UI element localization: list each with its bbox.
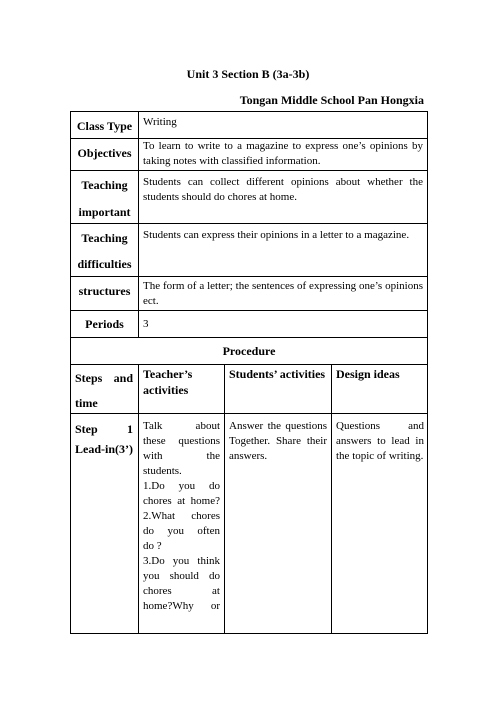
- teacher-activities-header: Teacher’s activities: [143, 367, 193, 397]
- teacher-line: 2.What chores: [143, 510, 220, 522]
- step1-students-activities: Answer the questions Together. Share their answers.: [229, 420, 327, 462]
- class-type-value: Writing: [143, 116, 177, 128]
- teacher-line: do ?: [143, 540, 162, 552]
- teacher-line: students.: [143, 465, 182, 477]
- steps-header-line2: time: [75, 396, 98, 410]
- teaching-important-label-1: Teaching: [81, 178, 128, 192]
- teaching-important-value: Students can collect different opinions about whether the students should do chores at home.: [143, 176, 423, 203]
- objectives-label: Objectives: [77, 146, 132, 160]
- periods-value: 3: [143, 318, 149, 330]
- structures-label: structures: [78, 284, 131, 298]
- teacher-line: chores at home?: [143, 495, 220, 507]
- teaching-difficulties-label-1: Teaching: [81, 231, 128, 245]
- teacher-line: home?Why or: [143, 600, 220, 612]
- teacher-line: Talk about: [143, 420, 220, 432]
- teacher-line: with the: [143, 450, 220, 462]
- teacher-line: you should do: [143, 570, 220, 582]
- design-ideas-header: Design ideas: [336, 367, 400, 381]
- students-activities-header: Students’ activities: [229, 367, 326, 381]
- teaching-difficulties-label-2: difficulties: [77, 257, 132, 271]
- teaching-difficulties-value: Students can express their opinions in a letter to a magazine.: [143, 229, 410, 241]
- procedure-title: Procedure: [222, 344, 276, 358]
- step1-design-ideas: Questions and answers to lead in the topic of writing.: [336, 420, 424, 462]
- structures-value: The form of a letter; the sentences of expressing one’s opinions ect.: [143, 280, 423, 307]
- class-type-label: Class Type: [76, 119, 133, 133]
- document-title: Unit 3 Section B (3a-3b): [186, 67, 310, 81]
- teacher-line: do you often: [143, 525, 220, 537]
- teacher-line: 1.Do you do: [143, 480, 220, 492]
- teaching-important-label-2: important: [78, 205, 131, 219]
- steps-header-line1: Steps and: [75, 371, 133, 385]
- teacher-line: chores at: [143, 585, 220, 597]
- periods-label: Periods: [85, 317, 124, 331]
- step1-label: Step 1: [75, 422, 133, 436]
- objectives-value: To learn to write to a magazine to express one’s opinions by taking notes with classified information.: [143, 140, 423, 167]
- teacher-line: 3.Do you think: [143, 555, 220, 567]
- teacher-line: these questions: [143, 435, 220, 447]
- author-line: Tongan Middle School Pan Hongxia: [239, 93, 424, 107]
- step1-time: Lead-in(3’): [75, 442, 133, 456]
